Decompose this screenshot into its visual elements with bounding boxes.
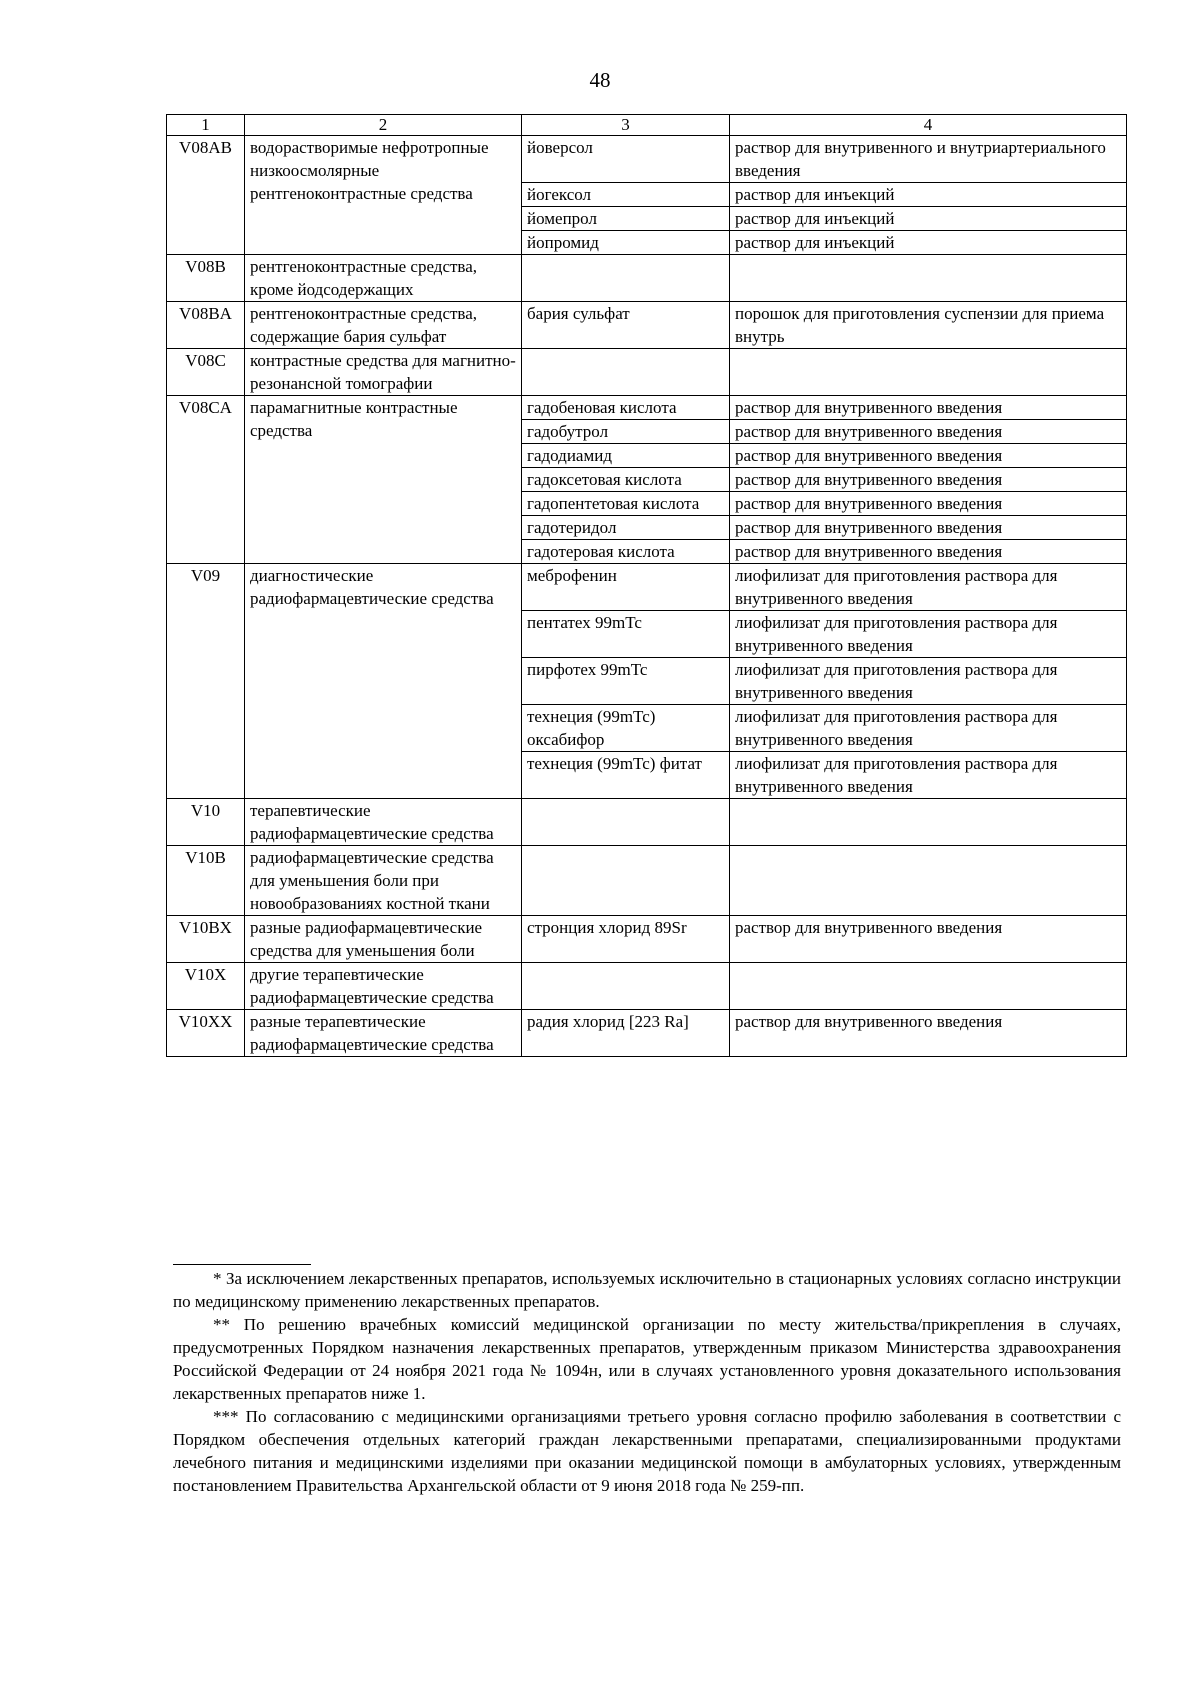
- drug-name-cell: гадодиамид: [522, 444, 730, 468]
- drug-name-cell: йогексол: [522, 183, 730, 207]
- footnote: ** По решению врачебных комиссий медицинской организации по месту жительства/прикрепления в случаях, предусмотренных Порядком назначения лекарственных препаратов, утвержденным приказом Министерства здравоохранения Российской Федерации от 24 ноября 2021 года № 1094н, или в случаях установленного уровня доказательного использования лекарственных препаратов ниже 1.: [173, 1315, 1121, 1403]
- table-row: [167, 963, 1127, 1010]
- dosage-form-cell: раствор для внутривенного введения: [730, 516, 1127, 540]
- dosage-form-cell: раствор для внутривенного введения: [730, 444, 1127, 468]
- drug-name-cell: йопромид: [522, 231, 730, 255]
- table-row: [167, 564, 1127, 611]
- atc-code-cell: V08CA: [167, 396, 245, 564]
- group-name-cell: радиофармацевтические средства для уменьшения боли при новообразованиях костной ткани: [245, 846, 522, 916]
- dosage-form-cell: лиофилизат для приготовления раствора для внутривенного введения: [730, 705, 1127, 752]
- atc-code-cell: V09: [167, 564, 245, 799]
- drug-name-cell: [522, 846, 730, 916]
- group-name-cell: диагностические радиофармацевтические средства: [245, 564, 522, 799]
- page-number: 48: [589, 68, 611, 92]
- drug-table: [166, 114, 1127, 1057]
- drug-name-cell: пирфотех 99mTc: [522, 658, 730, 705]
- dosage-form-cell: [730, 255, 1127, 302]
- drug-name-cell: [522, 349, 730, 396]
- dosage-form-cell: раствор для инъекций: [730, 231, 1127, 255]
- atc-code-cell: V08BA: [167, 302, 245, 349]
- dosage-form-cell: раствор для внутривенного введения: [730, 916, 1127, 963]
- drug-name-cell: стронция хлорид 89Sr: [522, 916, 730, 963]
- drug-name-cell: меброфенин: [522, 564, 730, 611]
- drug-name-cell: бария сульфат: [522, 302, 730, 349]
- dosage-form-cell: лиофилизат для приготовления раствора для внутривенного введения: [730, 658, 1127, 705]
- drug-name-cell: [522, 963, 730, 1010]
- table-row: [167, 396, 1127, 420]
- dosage-form-cell: раствор для внутривенного введения: [730, 1010, 1127, 1057]
- dosage-form-cell: лиофилизат для приготовления раствора для внутривенного введения: [730, 752, 1127, 799]
- atc-code-cell: V08B: [167, 255, 245, 302]
- table-row: [167, 349, 1127, 396]
- dosage-form-cell: раствор для внутривенного введения: [730, 396, 1127, 420]
- group-name-cell: рентгеноконтрастные средства, содержащие бария сульфат: [245, 302, 522, 349]
- dosage-form-cell: раствор для внутривенного введения: [730, 492, 1127, 516]
- table-row: [167, 136, 1127, 183]
- dosage-form-cell: раствор для внутривенного введения: [730, 540, 1127, 564]
- group-name-cell: водорастворимые нефротропные низкоосмолярные рентгеноконтрастные средства: [245, 136, 522, 255]
- dosage-form-cell: порошок для приготовления суспензии для приема внутрь: [730, 302, 1127, 349]
- dosage-form-cell: [730, 846, 1127, 916]
- dosage-form-cell: [730, 799, 1127, 846]
- dosage-form-cell: раствор для внутривенного и внутриартериального введения: [730, 136, 1127, 183]
- group-name-cell: контрастные средства для магнитно-резонансной томографии: [245, 349, 522, 396]
- drug-name-cell: гадотеровая кислота: [522, 540, 730, 564]
- group-name-cell: разные терапевтические радиофармацевтические средства: [245, 1010, 522, 1057]
- atc-code-cell: V10XX: [167, 1010, 245, 1057]
- table-row: [167, 799, 1127, 846]
- table-row: [167, 302, 1127, 349]
- table-row: [167, 846, 1127, 916]
- group-name-cell: парамагнитные контрастные средства: [245, 396, 522, 564]
- drug-name-cell: радия хлорид [223 Ra]: [522, 1010, 730, 1057]
- dosage-form-cell: раствор для инъекций: [730, 183, 1127, 207]
- table-row: [167, 255, 1127, 302]
- table-row: [167, 916, 1127, 963]
- drug-name-cell: гадобеновая кислота: [522, 396, 730, 420]
- atc-code-cell: V10X: [167, 963, 245, 1010]
- column-header: 4: [730, 115, 1127, 136]
- drug-name-cell: йоверсол: [522, 136, 730, 183]
- table-body: [167, 136, 1127, 1057]
- atc-code-cell: V08AB: [167, 136, 245, 255]
- footnote: * За исключением лекарственных препаратов, используемых исключительно в стационарных условиях согласно инструкции по медицинскому применению лекарственных препаратов.: [173, 1269, 1121, 1311]
- drug-name-cell: гадотеридол: [522, 516, 730, 540]
- dosage-form-cell: [730, 963, 1127, 1010]
- header-row: [167, 115, 1127, 136]
- column-header: 2: [245, 115, 522, 136]
- group-name-cell: рентгеноконтрастные средства, кроме йодсодержащих: [245, 255, 522, 302]
- dosage-form-cell: лиофилизат для приготовления раствора для внутривенного введения: [730, 564, 1127, 611]
- column-header: 3: [522, 115, 730, 136]
- atc-code-cell: V08C: [167, 349, 245, 396]
- drug-name-cell: [522, 255, 730, 302]
- column-header: 1: [167, 115, 245, 136]
- group-name-cell: другие терапевтические радиофармацевтические средства: [245, 963, 522, 1010]
- drug-name-cell: пентатех 99mTc: [522, 611, 730, 658]
- dosage-form-cell: раствор для внутривенного введения: [730, 420, 1127, 444]
- dosage-form-cell: лиофилизат для приготовления раствора для внутривенного введения: [730, 611, 1127, 658]
- dosage-form-cell: [730, 349, 1127, 396]
- drug-name-cell: гадоксетовая кислота: [522, 468, 730, 492]
- drug-name-cell: гадопентетовая кислота: [522, 492, 730, 516]
- group-name-cell: разные радиофармацевтические средства для уменьшения боли: [245, 916, 522, 963]
- footnote: *** По согласованию с медицинскими организациями третьего уровня согласно профилю заболевания в соответствии с Порядком обеспечения отдельных категорий граждан лекарственными препаратами, специализированными продуктами лечебного питания и медицинскими изделиями при оказании медицинской помощи в амбулаторных условиях, утвержденным постановлением Правительства Архангельской области от 9 июня 2018 года № 259-пп.: [173, 1407, 1121, 1495]
- drug-name-cell: технеция (99mTc) оксабифор: [522, 705, 730, 752]
- atc-code-cell: V10: [167, 799, 245, 846]
- drug-name-cell: технеция (99mTc) фитат: [522, 752, 730, 799]
- atc-code-cell: V10B: [167, 846, 245, 916]
- footnote-divider: [173, 1264, 311, 1265]
- atc-code-cell: V10BX: [167, 916, 245, 963]
- dosage-form-cell: раствор для внутривенного введения: [730, 468, 1127, 492]
- footnotes: [173, 1264, 1121, 1497]
- group-name-cell: терапевтические радиофармацевтические средства: [245, 799, 522, 846]
- table-row: [167, 1010, 1127, 1057]
- drug-name-cell: гадобутрол: [522, 420, 730, 444]
- dosage-form-cell: раствор для инъекций: [730, 207, 1127, 231]
- drug-name-cell: йомепрол: [522, 207, 730, 231]
- drug-name-cell: [522, 799, 730, 846]
